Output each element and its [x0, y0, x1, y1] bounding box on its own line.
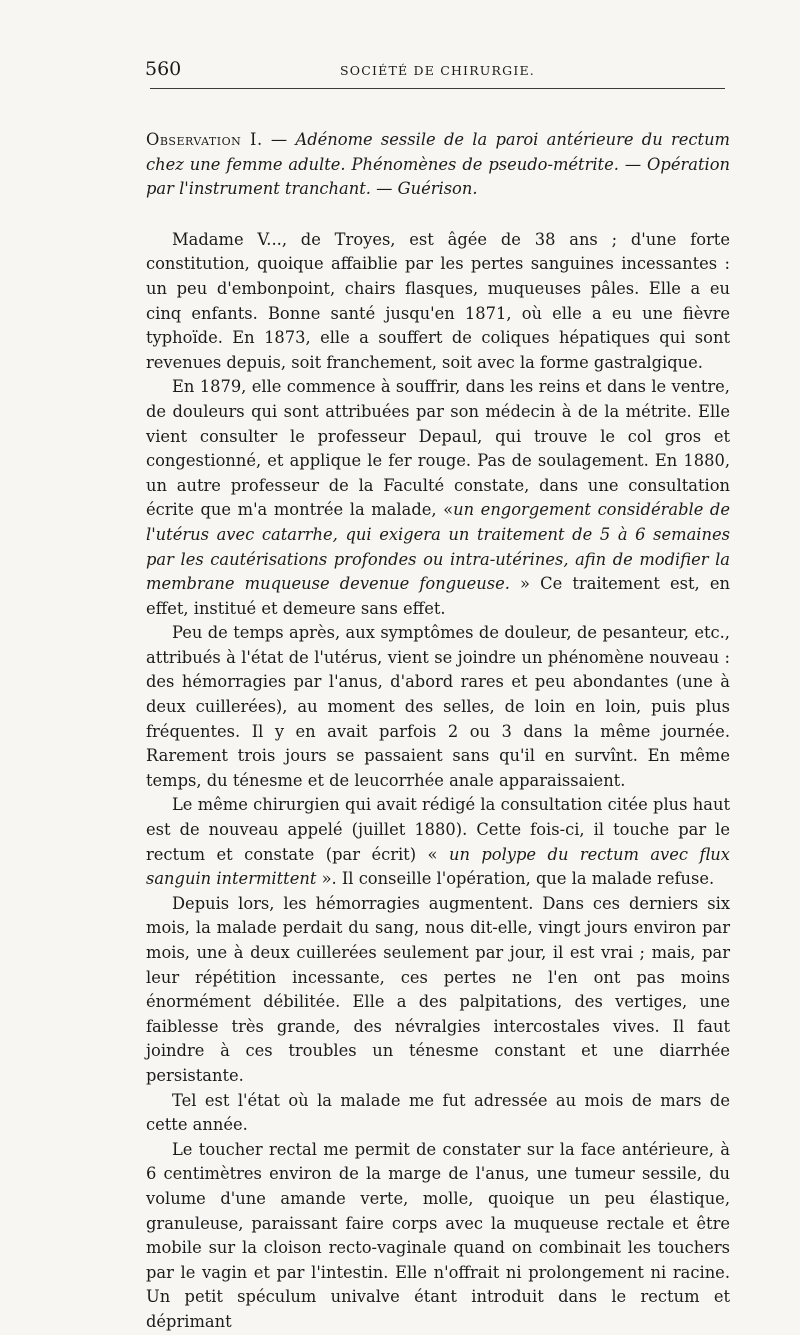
- page-number: 560: [145, 58, 182, 80]
- paragraph-4: [146, 793, 730, 891]
- journal-title: SOCIÉTÉ DE CHIRURGIE.: [340, 63, 535, 78]
- paragraph-2-text-a: En 1879, elle commence à souffrir, dans les reins et dans le ventre, de douleurs qui sont attribuées par son médecin à de la métrite. Elle vient consulter le professeur Depaul, qui trouve le col gros et congestionné, et applique le fer rouge. Pas de soulagement. En 1880, un autre professeur de la Faculté constate, dans une consultation écrite que m'a montrée la malade, «: [146, 377, 730, 520]
- paragraph-4-text-b: ». Il conseille l'opération, que la malade refuse.: [321, 869, 715, 889]
- paragraph-2-quote: un engorgement considérable de l'utérus avec catarrhe, qui exigera un traitement de 5 à 6 semaines par les cautérisations profondes ou intra-utérines, afin de modifier la membrane muqueuse devenue fongueuse.: [146, 500, 730, 594]
- header-rule: [150, 88, 725, 89]
- text-block: [146, 128, 730, 1335]
- paragraph-1: Madame V..., de Troyes, est âgée de 38 ans ; d'une forte constitution, quoique affaiblie par les pertes sanguines incessantes : un peu d'embonpoint, chairs flasques, muqueuses pâles. Elle a eu cinq enfants. Bonne santé jusqu'en 1871, où elle a eu une fièvre typhoïde. En 1873, elle a souffert de coliques hépatiques qui sont revenues depuis, soit franchement, soit avec la forme gastralgique.: [146, 229, 730, 372]
- paragraph-3: Peu de temps après, aux symptômes de douleur, de pesanteur, etc., attribués à l'état de l'utérus, vient se joindre un phénomène nouveau : des hémorragies par l'anus, d'abord rares et peu abondantes (une à deux cuillerées), au moment des selles, de loin en loin, puis plus fréquentes. Il y en avait parfois 2 ou 3 dans la même journée. Rarement trois jours se passaient sans qu'il en survînt. En même temps, du ténesme et de leucorrhée anale apparaissaient.: [146, 623, 730, 790]
- paragraph-5: Depuis lors, les hémorragies augmentent. Dans ces derniers six mois, la malade perdait du sang, nous dit-elle, vingt jours environ par mois, une à deux cuillerées seulement par jour, il est vrai ; mais, par leur répétition incessante, ces pertes ne l'en ont pas moins énormément débilitée. Elle a des palpitations, des vertiges, une faiblesse très grande, des névralgies intercostales vives. Il faut joindre à ces troubles un ténesme constant et une diarrhée persistante.: [146, 893, 730, 1085]
- paragraph-2-text-b: » Ce traitement est, en effet, institué et demeure sans effet.: [146, 574, 730, 618]
- observation-title: — Adénome sessile de la paroi antérieure du rectum chez une femme adulte. Phénomènes de pseudo-métrite. — Opération par l'instrument tranchant. — Guérison.: [146, 130, 730, 199]
- paragraph-6: Tel est l'état où la malade me fut adressée au mois de mars de cette année.: [146, 1090, 730, 1135]
- observation-label: Observation I.: [146, 130, 263, 149]
- paragraph-4-text-a: Le même chirurgien qui avait rédigé la consultation citée plus haut est de nouveau appelé (juillet 1880). Cette fois-ci, il touche par le rectum et constate (par écrit) «: [146, 795, 730, 864]
- paragraph-2: [146, 375, 730, 621]
- paragraph-7: Le toucher rectal me permit de constater sur la face antérieure, à 6 centimètres environ de la marge de l'anus, une tumeur sessile, du volume d'une amande verte, molle, quoique un peu élastique, granuleuse, paraissant faire corps avec la muqueuse rectale et être mobile sur la cloison recto-vaginale quand on combinait les touchers par le vagin et par l'intestin. Elle n'offrait ni prolongement ni racine. Un petit spéculum univalve étant introduit dans le rectum et déprimant: [146, 1139, 730, 1331]
- running-head: [145, 58, 730, 82]
- paragraph-4-quote: un polype du rectum avec flux sanguin intermittent: [146, 844, 730, 889]
- observation-heading: [146, 128, 730, 202]
